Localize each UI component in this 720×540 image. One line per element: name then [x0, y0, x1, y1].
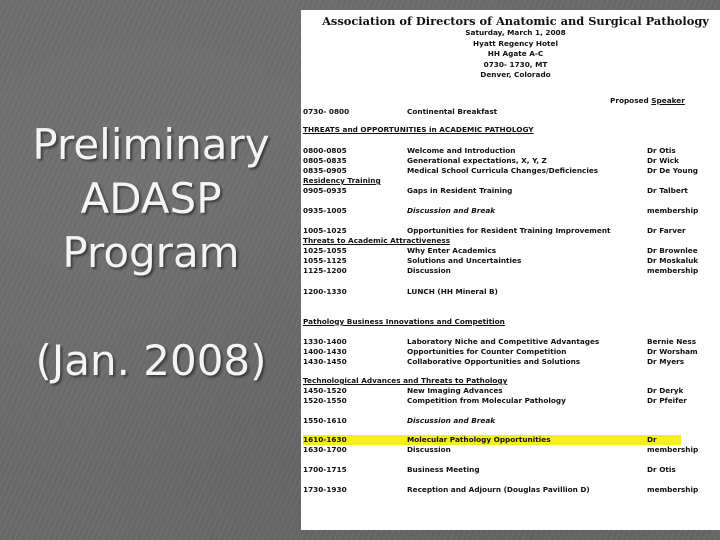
- slide-title-line-3: Program: [62, 228, 240, 277]
- row-speaker: Dr Brownlee: [647, 246, 698, 255]
- row-topic: Opportunities for Resident Training Improvement: [407, 226, 611, 235]
- section-heading: Pathology Business Innovations and Competition: [303, 317, 505, 326]
- row-time: 0835-0905: [303, 166, 347, 175]
- row-speaker: Dr De Young: [647, 166, 698, 175]
- row-time: 1610-1630: [303, 435, 347, 444]
- row-time: 1025-1055: [303, 246, 347, 255]
- schedule-row: [303, 156, 718, 166]
- row-speaker: Dr Otis: [647, 146, 676, 155]
- row-topic: Discussion: [407, 266, 451, 275]
- document-header: [311, 14, 720, 81]
- subsection-heading: Threats to Academic Attractiveness: [303, 236, 451, 245]
- row-topic: Discussion and Break: [407, 206, 496, 215]
- schedule-row: [303, 337, 718, 347]
- row-time: 1400-1430: [303, 347, 347, 356]
- row-time: 0905-0935: [303, 186, 347, 195]
- row-speaker: membership: [647, 206, 699, 215]
- speaker-header-proposed: Proposed: [610, 96, 649, 105]
- schedule-row: [303, 206, 718, 216]
- row-time: 1125-1200: [303, 266, 347, 275]
- row-speaker: Dr Talbert: [647, 186, 688, 195]
- row-time: 1730-1930: [303, 485, 347, 494]
- row-time: 0805-0835: [303, 156, 347, 165]
- row-topic: Welcome and Introduction: [407, 146, 516, 155]
- event-time: 0730- 1730, MT: [483, 59, 548, 69]
- row-time: 1200-1330: [303, 287, 347, 296]
- schedule-row: [303, 287, 718, 297]
- row-speaker: Dr: [647, 435, 657, 444]
- program-document: [301, 10, 720, 530]
- schedule-row: [303, 166, 718, 176]
- row-topic: Generational expectations, X, Y, Z: [407, 156, 547, 165]
- schedule-row: [303, 146, 718, 156]
- row-time: 1700-1715: [303, 465, 347, 474]
- section-heading: THREATS and OPPORTUNITIES in ACADEMIC PATHOLOGY: [303, 125, 534, 134]
- row-speaker: Dr Wick: [647, 156, 679, 165]
- row-time: 1005-1025: [303, 226, 347, 235]
- row-topic: Solutions and Uncertainties: [407, 256, 522, 265]
- row-topic: Reception and Adjourn (Douglas Pavillion D): [407, 485, 590, 494]
- schedule-row: [303, 465, 718, 475]
- row-topic: LUNCH (HH Mineral B): [407, 287, 498, 296]
- row-topic: Collaborative Opportunities and Solutions: [407, 357, 581, 366]
- schedule-row: [303, 347, 718, 357]
- schedule-row: [303, 186, 718, 196]
- event-venue: Hyatt Regency Hotel: [473, 38, 558, 48]
- schedule-row: [303, 256, 718, 266]
- row-speaker: Dr Otis: [647, 465, 676, 474]
- row-speaker: Dr Deryk: [647, 386, 684, 395]
- schedule-row: [303, 396, 718, 406]
- row-time: 1630-1700: [303, 445, 347, 454]
- schedule-row: [303, 246, 718, 256]
- row-speaker: Dr Moskaluk: [647, 256, 699, 265]
- row-time: 1055-1125: [303, 256, 347, 265]
- row-topic: New Imaging Advances: [407, 386, 503, 395]
- row-time: 1330-1400: [303, 337, 347, 346]
- schedule-row: [303, 416, 718, 426]
- row-speaker: Bernie Ness: [647, 337, 697, 346]
- document-title: Association of Directors of Anatomic and Surgical Pathology: [322, 14, 709, 28]
- row-speaker: Dr Myers: [647, 357, 685, 366]
- schedule-row: [303, 445, 718, 455]
- speaker-column-header: [610, 96, 685, 105]
- row-speaker: Dr Farver: [647, 226, 686, 235]
- slide-title: [0, 118, 302, 280]
- row-topic: Laboratory Niche and Competitive Advantages: [407, 337, 600, 346]
- slide-date: (Jan. 2008): [35, 336, 267, 385]
- row-topic: Opportunities for Counter Competition: [407, 347, 567, 356]
- event-room: HH Agate A-C: [487, 49, 544, 58]
- row-time: 1550-1610: [303, 416, 347, 425]
- event-date: Saturday, March 1, 2008: [465, 28, 566, 37]
- section-heading: Technological Advances and Threats to Pathology: [303, 376, 508, 385]
- row-topic: Discussion: [407, 445, 451, 454]
- highlighted-schedule-row: [303, 435, 681, 445]
- row-speaker: membership: [647, 266, 699, 275]
- schedule-row: [303, 226, 718, 236]
- row-speaker: membership: [647, 485, 699, 494]
- schedule-row: [303, 386, 718, 396]
- row-time: 0800-0805: [303, 146, 347, 155]
- speaker-header-speaker: Speaker: [651, 96, 685, 105]
- row-topic: Medical School Curricula Changes/Deficiencies: [407, 166, 599, 175]
- row-time: 0935-1005: [303, 206, 347, 215]
- schedule-row: [303, 266, 718, 276]
- schedule-row: [303, 107, 718, 117]
- row-time: 1430-1450: [303, 357, 347, 366]
- schedule-row: [303, 357, 718, 367]
- row-topic: Business Meeting: [407, 465, 480, 474]
- row-speaker: membership: [647, 445, 699, 454]
- row-topic: Competition from Molecular Pathology: [407, 396, 566, 405]
- row-speaker: Dr Pfeifer: [647, 396, 687, 405]
- subsection-heading: Residency Training: [303, 176, 381, 185]
- row-topic: Discussion and Break: [407, 416, 496, 425]
- schedule-row: [303, 485, 718, 495]
- slide-title-line-2: ADASP: [80, 174, 222, 223]
- row-topic: Continental Breakfast: [407, 107, 498, 116]
- slide-title-line-1: Preliminary: [32, 120, 270, 169]
- row-time: 1520-1550: [303, 396, 347, 405]
- event-city: Denver, Colorado: [480, 70, 551, 79]
- row-speaker: Dr Worsham: [647, 347, 698, 356]
- row-topic: Gaps in Resident Training: [407, 186, 513, 195]
- row-topic: Molecular Pathology Opportunities: [407, 435, 551, 444]
- row-time: 1450-1520: [303, 386, 347, 395]
- row-topic: Why Enter Academics: [407, 246, 497, 255]
- row-time: 0730- 0800: [303, 107, 350, 116]
